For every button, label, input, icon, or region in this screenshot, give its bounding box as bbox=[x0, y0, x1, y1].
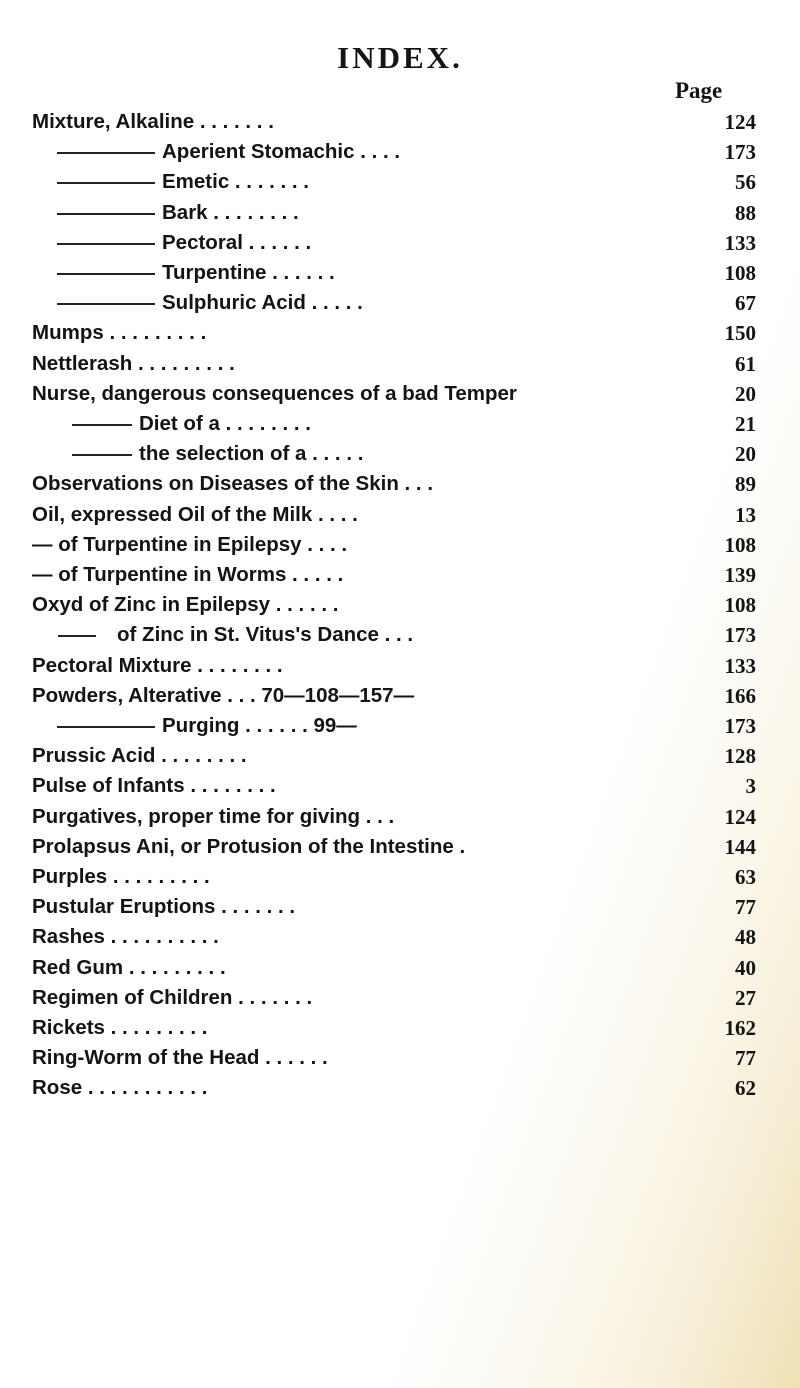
entry-term: Purging . . . . . . 99— bbox=[162, 714, 357, 737]
entry-page-number: 108 bbox=[724, 593, 756, 618]
entry-term: Prussic Acid . . . . . . . . bbox=[32, 744, 247, 768]
index-entry bbox=[32, 951, 762, 985]
entry-page-number: 3 bbox=[745, 774, 756, 799]
index-entry bbox=[32, 769, 762, 803]
entry-term: of Zinc in St. Vitus's Dance . . . bbox=[117, 623, 414, 647]
entry-page-number: 173 bbox=[724, 140, 756, 165]
entry-page-number: 20 bbox=[735, 381, 756, 406]
index-entry bbox=[32, 316, 762, 350]
index-entry bbox=[32, 1041, 762, 1075]
index-entry bbox=[32, 135, 762, 169]
index-entry bbox=[32, 618, 762, 652]
ditto-dash bbox=[57, 213, 155, 215]
entry-page-number: 89 bbox=[735, 472, 756, 497]
entry-page-number: 139 bbox=[724, 563, 756, 587]
index-entry bbox=[32, 256, 762, 290]
ditto-dash bbox=[57, 726, 155, 728]
entry-term: Aperient Stomachic . . . . bbox=[162, 140, 401, 164]
entry-term: Purgatives, proper time for giving . . . bbox=[32, 804, 395, 828]
ditto-dash bbox=[57, 182, 155, 184]
entry-page-number: 133 bbox=[724, 653, 756, 678]
page-title: INDEX. bbox=[337, 40, 463, 75]
index-entry bbox=[32, 1071, 762, 1105]
index-entry bbox=[32, 377, 762, 411]
entry-term: Mixture, Alkaline . . . . . . . bbox=[32, 110, 274, 133]
entry-term: Ring-Worm of the Head . . . . . . bbox=[32, 1046, 328, 1070]
index-entry bbox=[32, 498, 762, 532]
entry-page-number: 144 bbox=[724, 834, 756, 859]
entry-term: Sulphuric Acid . . . . . bbox=[162, 291, 363, 315]
entry-term: Regimen of Children . . . . . . . bbox=[32, 985, 313, 1009]
entry-page-number: 56 bbox=[735, 170, 756, 195]
entry-page-number: 173 bbox=[724, 623, 756, 648]
entry-page-number: 62 bbox=[735, 1076, 756, 1101]
entry-page-number: 61 bbox=[735, 351, 756, 376]
ditto-dash bbox=[57, 243, 155, 245]
entry-term: Oil, expressed Oil of the Milk . . . . bbox=[32, 502, 358, 526]
entry-term: Purples . . . . . . . . . bbox=[32, 865, 210, 888]
entry-page-number: 88 bbox=[735, 200, 756, 225]
entry-page-number: 77 bbox=[735, 895, 756, 920]
page-column-label: Page bbox=[675, 78, 723, 103]
index-entry bbox=[32, 196, 762, 230]
index-entry bbox=[32, 1011, 762, 1045]
entry-term: Observations on Diseases of the Skin . . . bbox=[32, 472, 434, 496]
entry-term: Emetic . . . . . . . bbox=[162, 170, 309, 194]
index-entry bbox=[32, 981, 762, 1015]
ditto-dash bbox=[57, 303, 155, 305]
entry-page-number: 21 bbox=[735, 412, 756, 436]
index-entry bbox=[32, 105, 762, 139]
entry-term: Bark . . . . . . . . bbox=[162, 200, 299, 224]
entry-page-number: 63 bbox=[735, 865, 756, 889]
entry-term: Rashes . . . . . . . . . . bbox=[32, 925, 219, 949]
index-entry bbox=[32, 437, 762, 471]
entry-term: Oxyd of Zinc in Epilepsy . . . . . . bbox=[32, 593, 339, 617]
entry-term: Pulse of Infants . . . . . . . . bbox=[32, 774, 276, 798]
entry-term: Pustular Eruptions . . . . . . . bbox=[32, 895, 296, 919]
entry-page-number: 133 bbox=[724, 230, 756, 255]
entry-term: — of Turpentine in Epilepsy . . . . bbox=[32, 532, 348, 556]
entry-term: Turpentine . . . . . . bbox=[162, 261, 335, 284]
entry-page-number: 48 bbox=[735, 925, 756, 950]
index-entry bbox=[32, 860, 762, 894]
entry-term: Prolapsus Ani, or Protusion of the Intestine . bbox=[32, 834, 466, 858]
entry-page-number: 67 bbox=[735, 291, 756, 316]
ditto-dash bbox=[57, 152, 155, 154]
entry-page-number: 108 bbox=[724, 532, 756, 557]
index-entry bbox=[32, 709, 762, 743]
index-entry bbox=[32, 830, 762, 864]
entry-term: Rickets . . . . . . . . . bbox=[32, 1016, 208, 1039]
entry-term: the selection of a . . . . . bbox=[139, 442, 364, 466]
entry-page-number: 173 bbox=[724, 714, 756, 738]
index-entry bbox=[32, 890, 762, 924]
entry-term: Diet of a . . . . . . . . bbox=[139, 412, 311, 435]
index-entry bbox=[32, 920, 762, 954]
entry-page-number: 20 bbox=[735, 442, 756, 467]
entry-term: Red Gum . . . . . . . . . bbox=[32, 955, 226, 979]
entry-page-number: 124 bbox=[724, 804, 756, 829]
entry-term: — of Turpentine in Worms . . . . . bbox=[32, 563, 344, 586]
index-entry bbox=[32, 286, 762, 320]
entry-term: Pectoral Mixture . . . . . . . . bbox=[32, 653, 283, 677]
index-entry bbox=[32, 165, 762, 199]
entry-term: Nettlerash . . . . . . . . . bbox=[32, 351, 235, 375]
index-entry bbox=[32, 800, 762, 834]
entry-page-number: 40 bbox=[735, 955, 756, 980]
entry-term: Nurse, dangerous consequences of a bad Temper bbox=[32, 381, 517, 405]
ditto-dash bbox=[58, 635, 96, 637]
entry-page-number: 150 bbox=[724, 321, 756, 346]
entry-page-number: 124 bbox=[724, 110, 756, 134]
entry-page-number: 128 bbox=[724, 744, 756, 769]
index-entry bbox=[32, 739, 762, 773]
index-entry bbox=[32, 226, 762, 260]
entry-page-number: 27 bbox=[735, 985, 756, 1010]
index-entry bbox=[32, 649, 762, 683]
index-entry bbox=[32, 347, 762, 381]
entry-term: Mumps . . . . . . . . . bbox=[32, 321, 207, 345]
index-entry bbox=[32, 588, 762, 622]
index-entry bbox=[32, 528, 762, 562]
index-entry bbox=[32, 407, 762, 441]
entry-term: Powders, Alterative . . . 70—108—157— bbox=[32, 683, 415, 707]
index-entry bbox=[32, 679, 762, 713]
ditto-dash bbox=[57, 273, 155, 275]
entry-page-number: 13 bbox=[735, 502, 756, 527]
index-entry bbox=[32, 558, 762, 592]
index-entry bbox=[32, 467, 762, 501]
entry-page-number: 166 bbox=[724, 683, 756, 708]
entry-page-number: 162 bbox=[724, 1016, 756, 1040]
entry-page-number: 108 bbox=[724, 261, 756, 285]
ditto-dash bbox=[72, 454, 132, 456]
entry-page-number: 77 bbox=[735, 1046, 756, 1071]
ditto-dash bbox=[72, 424, 132, 426]
entry-term: Rose . . . . . . . . . . . bbox=[32, 1076, 208, 1100]
entry-term: Pectoral . . . . . . bbox=[162, 230, 312, 254]
